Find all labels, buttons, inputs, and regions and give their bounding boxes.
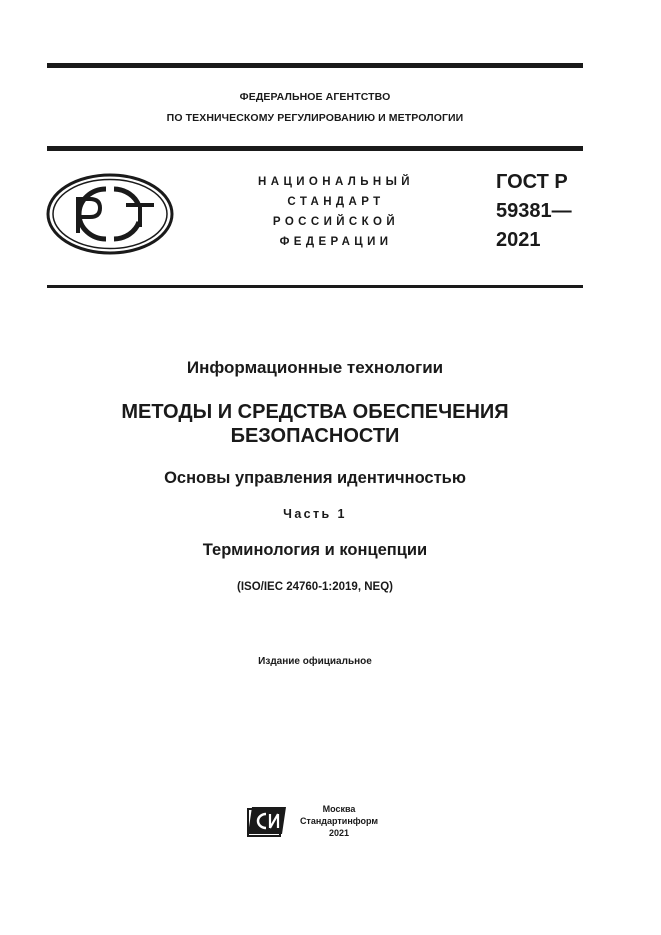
designation-line-3: 2021 bbox=[496, 229, 541, 251]
document-part-name: Терминология и концепции bbox=[202, 541, 428, 559]
document-subject: Информационные технологии bbox=[186, 358, 444, 377]
standard-type-line-1: НАЦИОНАЛЬНЫЙ bbox=[258, 176, 414, 188]
edition-label: Издание официальное bbox=[258, 656, 372, 667]
header-bottom-divider bbox=[47, 285, 583, 288]
standard-type-line-4: ФЕДЕРАЦИИ bbox=[279, 236, 393, 248]
publisher-info bbox=[293, 803, 385, 839]
publisher-year: 2021 bbox=[328, 828, 350, 838]
document-title-line-1: МЕТОДЫ И СРЕДСТВА ОБЕСПЕЧЕНИЯ bbox=[121, 401, 509, 423]
top-divider bbox=[47, 63, 583, 68]
agency-line-2: ПО ТЕХНИЧЕСКОМУ РЕГУЛИРОВАНИЮ И МЕТРОЛОГИИ bbox=[166, 112, 464, 124]
standard-type-line-2: СТАНДАРТ bbox=[287, 196, 385, 208]
standard-type-line-3: РОССИЙСКОЙ bbox=[272, 216, 400, 228]
document-part: Часть 1 bbox=[283, 507, 347, 521]
designation-line-2: 59381— bbox=[496, 200, 572, 222]
publisher-name: Стандартинформ bbox=[299, 816, 379, 826]
standard-designation bbox=[496, 168, 572, 255]
agency-line-1: ФЕДЕРАЛЬНОЕ АГЕНТСТВО bbox=[239, 91, 391, 103]
publisher-logo-icon bbox=[247, 806, 287, 838]
national-standard-label bbox=[246, 172, 426, 252]
designation-line-1: ГОСТ Р bbox=[496, 171, 568, 193]
document-subtitle: Основы управления идентичностью bbox=[164, 469, 466, 487]
document-title-line-2: БЕЗОПАСНОСТИ bbox=[230, 425, 400, 447]
header-divider bbox=[47, 146, 583, 151]
publisher-city: Москва bbox=[322, 804, 356, 814]
iso-reference: (ISO/IEC 24760-1:2019, NEQ) bbox=[237, 581, 393, 593]
document-title bbox=[47, 400, 583, 448]
gost-logo-icon bbox=[46, 173, 174, 255]
